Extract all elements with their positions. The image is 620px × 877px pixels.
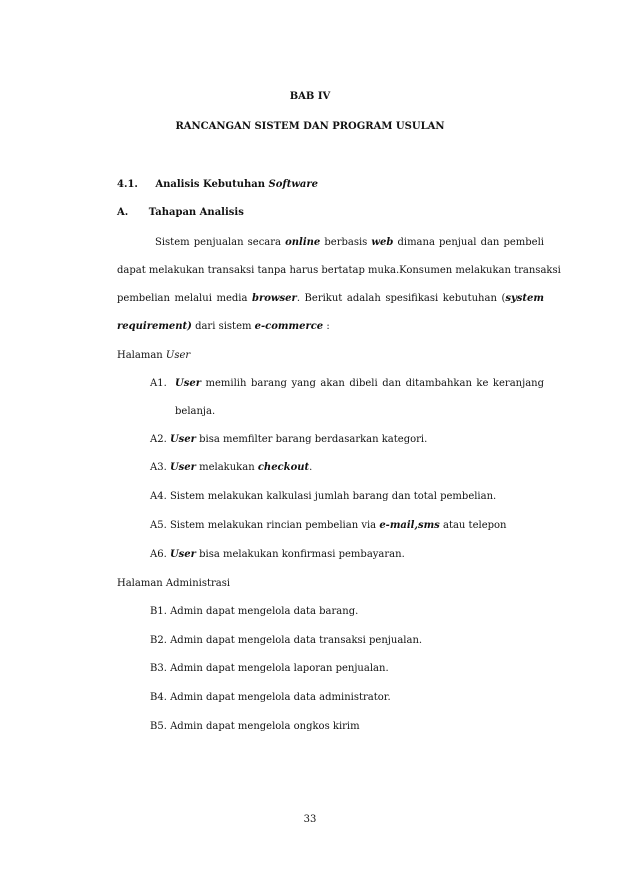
paragraph-line-3: pembelian melalui media browser. Berikut adalah spesifikasi kebutuhan (system bbox=[117, 293, 544, 304]
subsection-title: Tahapan Analisis bbox=[148, 207, 244, 218]
list-item-b1: B1. Admin dapat mengelola data barang. bbox=[150, 606, 359, 617]
section-title-italic: Software bbox=[268, 179, 319, 190]
list-item-b3: B3. Admin dapat mengelola laporan penjualan. bbox=[150, 663, 389, 674]
paragraph-line-2: dapat melakukan transaksi tanpa harus bertatap muka.Konsumen melakukan transaksi bbox=[117, 265, 561, 276]
list-item-a6: A6. User bisa melakukan konfirmasi pembayaran. bbox=[150, 549, 405, 560]
list-item-a1: A1. User memilih barang yang akan dibeli dan ditambahkan ke keranjang bbox=[150, 378, 544, 389]
admin-page-heading: Halaman Administrasi bbox=[117, 578, 231, 589]
list-item-a1-continued: belanja. bbox=[175, 406, 216, 417]
subsection-letter: A. bbox=[117, 207, 129, 218]
list-item-a4: A4. Sistem melakukan kalkulasi jumlah barang dan total pembelian. bbox=[150, 491, 497, 502]
paragraph-line-4: requirement) dari sistem e-commerce : bbox=[117, 321, 330, 332]
section-number: 4.1. bbox=[117, 179, 138, 190]
page-number: 33 bbox=[303, 814, 317, 825]
list-item-b5: B5. Admin dapat mengelola ongkos kirim bbox=[150, 721, 360, 732]
list-item-b2: B2. Admin dapat mengelola data transaksi penjualan. bbox=[150, 635, 423, 646]
user-page-heading: Halaman User bbox=[117, 350, 191, 361]
section-title: Analisis Kebutuhan bbox=[155, 179, 269, 190]
list-item-a3: A3. User melakukan checkout. bbox=[150, 462, 313, 473]
paragraph-line-1: Sistem penjualan secara online berbasis web dimana penjual dan pembeli bbox=[155, 237, 544, 248]
chapter-title: RANCANGAN SISTEM DAN PROGRAM USULAN bbox=[175, 121, 445, 132]
chapter-heading: BAB IV bbox=[289, 91, 331, 102]
section-heading bbox=[117, 178, 318, 192]
list-item-a2: A2. User bisa memfilter barang berdasarkan kategori. bbox=[150, 434, 428, 445]
list-item-a5: A5. Sistem melakukan rincian pembelian via e-mail,sms atau telepon bbox=[150, 520, 507, 531]
subsection-heading bbox=[117, 206, 244, 220]
list-item-b4: B4. Admin dapat mengelola data administrator. bbox=[150, 692, 391, 703]
